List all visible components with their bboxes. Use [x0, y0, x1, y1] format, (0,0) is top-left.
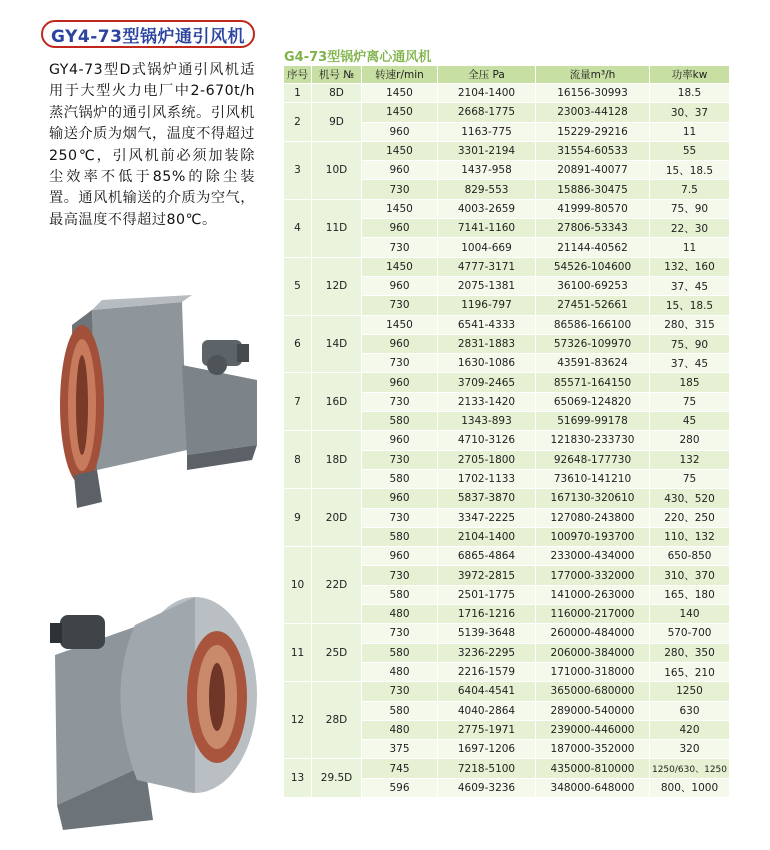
- cell-pressure: 4777-3171: [438, 257, 536, 276]
- cell-speed: 480: [362, 720, 438, 739]
- cell-pressure: 4040-2864: [438, 701, 536, 720]
- cell-power: 800、1000: [650, 778, 730, 797]
- cell-speed: 1450: [362, 315, 438, 334]
- cell-speed: 480: [362, 662, 438, 681]
- fan-image-bottom: [45, 565, 260, 835]
- cell-model: 9D: [312, 103, 362, 142]
- cell-flow: 260000-484000: [536, 624, 650, 643]
- cell-speed: 960: [362, 334, 438, 353]
- cell-model: 16D: [312, 373, 362, 431]
- cell-pressure: 2775-1971: [438, 720, 536, 739]
- cell-flow: 365000-680000: [536, 682, 650, 701]
- cell-flow: 57326-109970: [536, 334, 650, 353]
- cell-power: 220、250: [650, 508, 730, 527]
- cell-power: 75: [650, 392, 730, 411]
- cell-pressure: 1697-1206: [438, 740, 536, 759]
- cell-speed: 730: [362, 238, 438, 257]
- cell-flow: 16156-30993: [536, 84, 650, 103]
- cell-flow: 41999-80570: [536, 199, 650, 218]
- cell-pressure: 6541-4333: [438, 315, 536, 334]
- cell-flow: 141000-263000: [536, 585, 650, 604]
- table-row: [284, 431, 730, 450]
- header-model: 机号 №: [312, 66, 362, 84]
- cell-pressure: 1630-1086: [438, 354, 536, 373]
- cell-pressure: 7141-1160: [438, 219, 536, 238]
- cell-flow: 233000-434000: [536, 547, 650, 566]
- cell-model: 20D: [312, 489, 362, 547]
- spec-table: [283, 65, 730, 798]
- table-row: [284, 199, 730, 218]
- cell-pressure: 2668-1775: [438, 103, 536, 122]
- cell-pressure: 4003-2659: [438, 199, 536, 218]
- cell-speed: 580: [362, 585, 438, 604]
- cell-pressure: 1163-775: [438, 122, 536, 141]
- cell-power: 1250: [650, 682, 730, 701]
- header-pressure: 全压 Pa: [438, 66, 536, 84]
- cell-model: 8D: [312, 84, 362, 103]
- header-flow: 流量m³/h: [536, 66, 650, 84]
- cell-flow: 73610-141210: [536, 469, 650, 488]
- cell-pressure: 1196-797: [438, 296, 536, 315]
- cell-speed: 1450: [362, 199, 438, 218]
- cell-pressure: 2104-1400: [438, 527, 536, 546]
- cell-flow: 36100-69253: [536, 276, 650, 295]
- cell-power: 165、210: [650, 662, 730, 681]
- cell-model: 22D: [312, 547, 362, 624]
- cell-flow: 116000-217000: [536, 605, 650, 624]
- cell-power: 75、90: [650, 199, 730, 218]
- cell-flow: 239000-446000: [536, 720, 650, 739]
- cell-speed: 375: [362, 740, 438, 759]
- cell-speed: 730: [362, 624, 438, 643]
- cell-flow: 15229-29216: [536, 122, 650, 141]
- table-row: [284, 84, 730, 103]
- cell-pressure: 7218-5100: [438, 759, 536, 778]
- cell-pressure: 3972-2815: [438, 566, 536, 585]
- cell-pressure: 2216-1579: [438, 662, 536, 681]
- cell-no: 4: [284, 199, 312, 257]
- cell-power: 280: [650, 431, 730, 450]
- cell-pressure: 1004-669: [438, 238, 536, 257]
- cell-power: 650-850: [650, 547, 730, 566]
- table-row: [284, 315, 730, 334]
- cell-no: 5: [284, 257, 312, 315]
- table-row: [284, 373, 730, 392]
- cell-speed: 580: [362, 643, 438, 662]
- header-power: 功率kw: [650, 66, 730, 84]
- table-title: G4-73型锅炉离心通风机: [284, 50, 432, 65]
- title-box: [41, 20, 255, 48]
- cell-flow: 435000-810000: [536, 759, 650, 778]
- cell-pressure: 2104-1400: [438, 84, 536, 103]
- cell-speed: 480: [362, 605, 438, 624]
- cell-no: 6: [284, 315, 312, 373]
- fan-image-top: [52, 270, 264, 510]
- cell-speed: 730: [362, 450, 438, 469]
- cell-flow: 177000-332000: [536, 566, 650, 585]
- cell-flow: 27451-52661: [536, 296, 650, 315]
- cell-power: 420: [650, 720, 730, 739]
- cell-flow: 92648-177730: [536, 450, 650, 469]
- cell-flow: 167130-320610: [536, 489, 650, 508]
- table-row: [284, 489, 730, 508]
- cell-pressure: 2075-1381: [438, 276, 536, 295]
- cell-power: 55: [650, 141, 730, 160]
- cell-model: 18D: [312, 431, 362, 489]
- cell-speed: 730: [362, 682, 438, 701]
- cell-speed: 580: [362, 469, 438, 488]
- cell-pressure: 4710-3126: [438, 431, 536, 450]
- cell-pressure: 3301-2194: [438, 141, 536, 160]
- cell-pressure: 1343-893: [438, 412, 536, 431]
- cell-speed: 730: [362, 566, 438, 585]
- cell-pressure: 2831-1883: [438, 334, 536, 353]
- cell-flow: 21144-40562: [536, 238, 650, 257]
- cell-pressure: 3709-2465: [438, 373, 536, 392]
- cell-pressure: 1702-1133: [438, 469, 536, 488]
- cell-power: 1250/630、1250: [650, 759, 730, 778]
- cell-speed: 596: [362, 778, 438, 797]
- cell-flow: 206000-384000: [536, 643, 650, 662]
- cell-no: 11: [284, 624, 312, 682]
- cell-flow: 20891-40077: [536, 161, 650, 180]
- cell-power: 320: [650, 740, 730, 759]
- cell-flow: 23003-44128: [536, 103, 650, 122]
- cell-pressure: 2501-1775: [438, 585, 536, 604]
- cell-power: 570-700: [650, 624, 730, 643]
- table-row: [284, 682, 730, 701]
- cell-power: 430、520: [650, 489, 730, 508]
- cell-power: 165、180: [650, 585, 730, 604]
- cell-flow: 289000-540000: [536, 701, 650, 720]
- cell-pressure: 829-553: [438, 180, 536, 199]
- cell-speed: 1450: [362, 84, 438, 103]
- cell-flow: 100970-193700: [536, 527, 650, 546]
- cell-no: 3: [284, 141, 312, 199]
- cell-no: 8: [284, 431, 312, 489]
- cell-flow: 171000-318000: [536, 662, 650, 681]
- cell-flow: 51699-99178: [536, 412, 650, 431]
- cell-power: 310、370: [650, 566, 730, 585]
- cell-no: 1: [284, 84, 312, 103]
- cell-power: 7.5: [650, 180, 730, 199]
- cell-pressure: 1716-1216: [438, 605, 536, 624]
- cell-power: 11: [650, 238, 730, 257]
- cell-speed: 580: [362, 412, 438, 431]
- cell-power: 140: [650, 605, 730, 624]
- cell-flow: 65069-124820: [536, 392, 650, 411]
- cell-speed: 745: [362, 759, 438, 778]
- cell-power: 37、45: [650, 354, 730, 373]
- cell-pressure: 3347-2225: [438, 508, 536, 527]
- cell-power: 132: [650, 450, 730, 469]
- cell-power: 185: [650, 373, 730, 392]
- cell-power: 11: [650, 122, 730, 141]
- cell-power: 15、18.5: [650, 296, 730, 315]
- cell-flow: 27806-53343: [536, 219, 650, 238]
- header-no: 序号: [284, 66, 312, 84]
- cell-speed: 960: [362, 276, 438, 295]
- cell-flow: 121830-233730: [536, 431, 650, 450]
- cell-power: 280、350: [650, 643, 730, 662]
- cell-speed: 960: [362, 431, 438, 450]
- cell-flow: 348000-648000: [536, 778, 650, 797]
- table-row: [284, 141, 730, 160]
- cell-power: 280、315: [650, 315, 730, 334]
- cell-power: 37、45: [650, 276, 730, 295]
- cell-model: 14D: [312, 315, 362, 373]
- cell-pressure: 5139-3648: [438, 624, 536, 643]
- cell-model: 29.5D: [312, 759, 362, 798]
- cell-speed: 960: [362, 373, 438, 392]
- cell-speed: 730: [362, 296, 438, 315]
- table-row: [284, 257, 730, 276]
- cell-power: 45: [650, 412, 730, 431]
- cell-speed: 1450: [362, 141, 438, 160]
- cell-no: 12: [284, 682, 312, 759]
- cell-speed: 1450: [362, 257, 438, 276]
- cell-flow: 127080-243800: [536, 508, 650, 527]
- cell-speed: 960: [362, 219, 438, 238]
- cell-power: 75、90: [650, 334, 730, 353]
- cell-speed: 730: [362, 180, 438, 199]
- cell-pressure: 2133-1420: [438, 392, 536, 411]
- table-row: [284, 759, 730, 778]
- cell-speed: 580: [362, 701, 438, 720]
- header-speed: 转速r/min: [362, 66, 438, 84]
- cell-power: 630: [650, 701, 730, 720]
- cell-flow: 85571-164150: [536, 373, 650, 392]
- cell-model: 10D: [312, 141, 362, 199]
- cell-power: 110、132: [650, 527, 730, 546]
- description-text: GY4-73型D式锅炉通引风机适用于大型火力电厂中2-670t/h蒸汽锅炉的通引风系统。引风机输送介质为烟气，温度不得超过250℃，引风机前必须加装除尘效率不低于85%的除尘装置。通风机输送的介质为空气，最高温度不得超过80℃。: [49, 62, 255, 228]
- cell-no: 9: [284, 489, 312, 547]
- cell-flow: 15886-30475: [536, 180, 650, 199]
- cell-speed: 960: [362, 122, 438, 141]
- cell-pressure: 6404-4541: [438, 682, 536, 701]
- cell-flow: 86586-166100: [536, 315, 650, 334]
- cell-flow: 31554-60533: [536, 141, 650, 160]
- cell-pressure: 1437-958: [438, 161, 536, 180]
- cell-power: 22、30: [650, 219, 730, 238]
- table-row: [284, 624, 730, 643]
- cell-power: 18.5: [650, 84, 730, 103]
- cell-no: 13: [284, 759, 312, 798]
- cell-flow: 187000-352000: [536, 740, 650, 759]
- cell-speed: 960: [362, 547, 438, 566]
- cell-pressure: 5837-3870: [438, 489, 536, 508]
- page-title: GY4-73型锅炉通引风机: [51, 26, 245, 47]
- table-row: [284, 103, 730, 122]
- cell-no: 7: [284, 373, 312, 431]
- cell-flow: 54526-104600: [536, 257, 650, 276]
- cell-power: 15、18.5: [650, 161, 730, 180]
- cell-pressure: 6865-4864: [438, 547, 536, 566]
- cell-pressure: 3236-2295: [438, 643, 536, 662]
- cell-speed: 960: [362, 489, 438, 508]
- cell-power: 132、160: [650, 257, 730, 276]
- cell-model: 25D: [312, 624, 362, 682]
- cell-model: 28D: [312, 682, 362, 759]
- table-header-row: [284, 66, 730, 84]
- cell-speed: 960: [362, 161, 438, 180]
- cell-pressure: 2705-1800: [438, 450, 536, 469]
- cell-speed: 580: [362, 527, 438, 546]
- cell-model: 12D: [312, 257, 362, 315]
- cell-model: 11D: [312, 199, 362, 257]
- cell-speed: 1450: [362, 103, 438, 122]
- cell-no: 2: [284, 103, 312, 142]
- cell-speed: 730: [362, 508, 438, 527]
- cell-speed: 730: [362, 392, 438, 411]
- cell-no: 10: [284, 547, 312, 624]
- cell-pressure: 4609-3236: [438, 778, 536, 797]
- cell-power: 75: [650, 469, 730, 488]
- cell-power: 30、37: [650, 103, 730, 122]
- table-row: [284, 547, 730, 566]
- cell-speed: 730: [362, 354, 438, 373]
- cell-flow: 43591-83624: [536, 354, 650, 373]
